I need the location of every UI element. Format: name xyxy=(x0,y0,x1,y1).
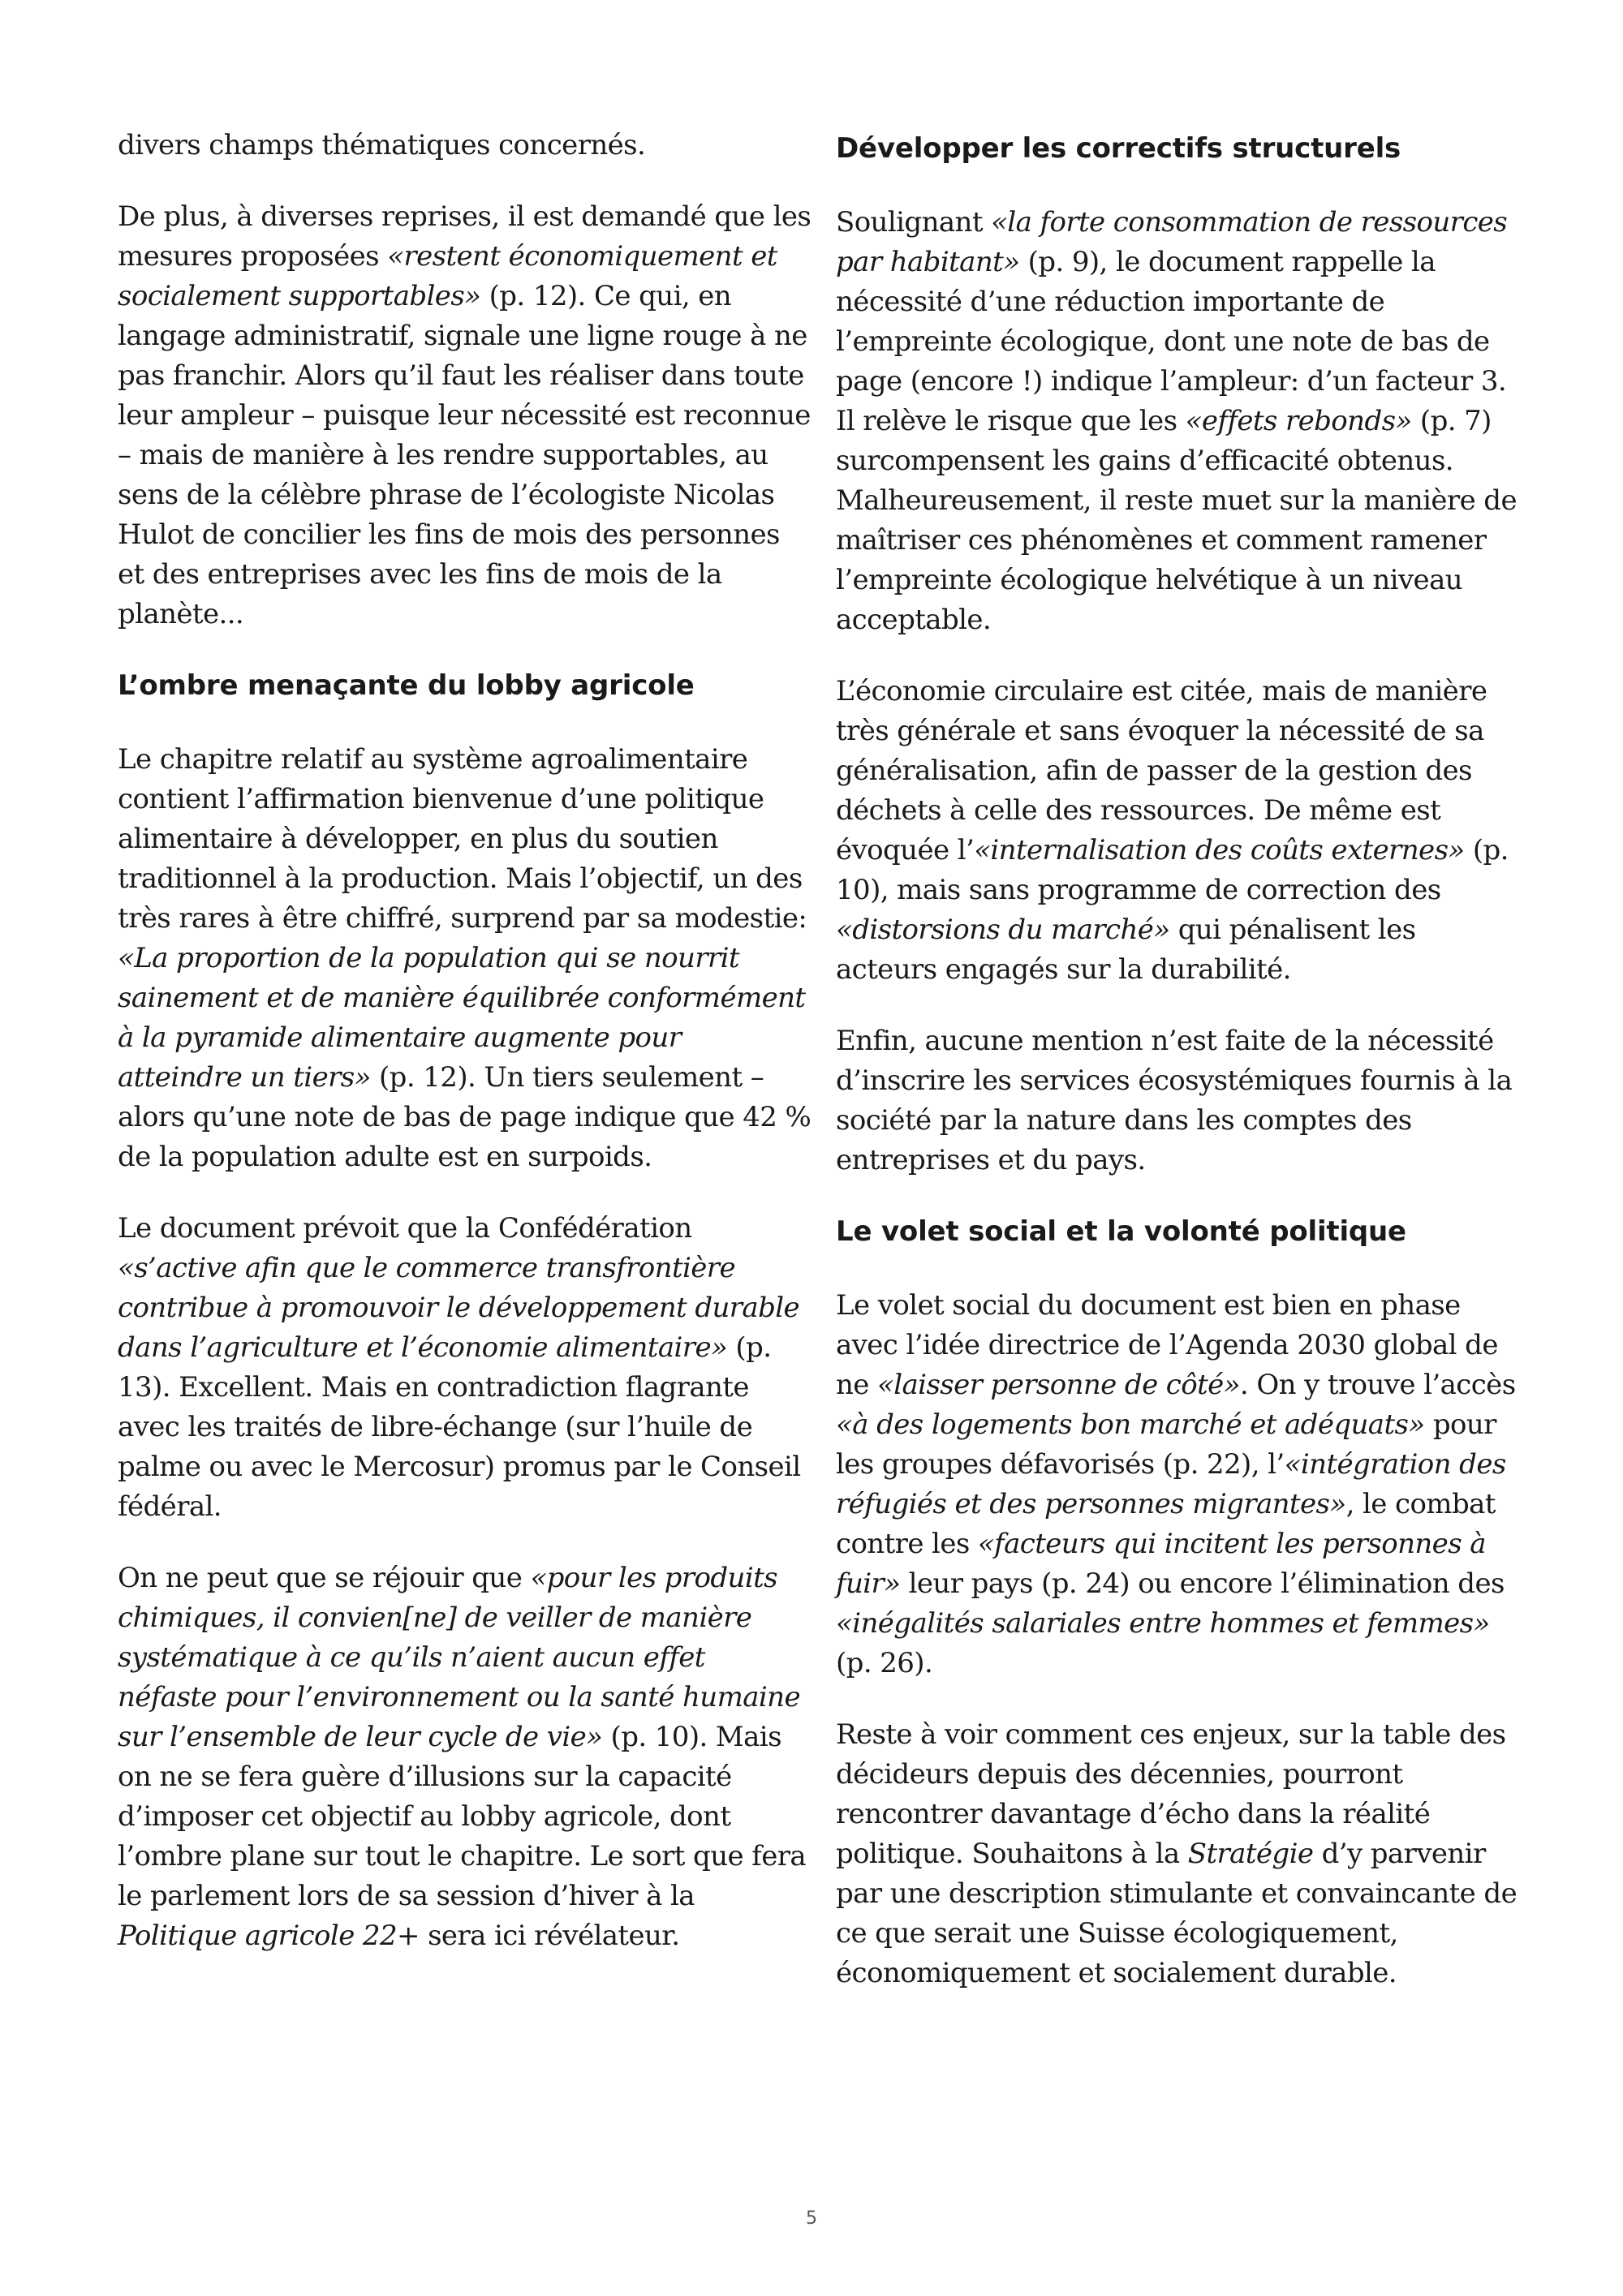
text-run: L’économie circulaire est citée, mais de manière très générale et sans évoquer la nécessité de sa généralisation, afin de passer de la gestion des déchets à celle des ressources. De même est évoquée l’ xyxy=(836,675,1487,866)
text-run: (p. 10). Mais on ne se fera guère d’illusions sur la capacité d’imposer cet objectif au lobby agricole, dont l’ombre plane sur tout le chapitre. Le sort que fera le parlement lors de sa session d’hiver à la xyxy=(118,1721,807,1912)
text-run: (p. 7) surcompensent les gains d’efficacité obtenus. Malheureusement, il reste muet sur la manière de maîtriser ces phénomènes et comment ramener l’empreinte écologique helvétique à un niveau acceptable. xyxy=(836,405,1517,636)
text-run: , le combat contre les xyxy=(836,1488,1496,1560)
quote-italic: «la forte consommation de ressources par habitant» xyxy=(836,206,1508,278)
paragraph-supportables xyxy=(118,197,812,634)
text-run: Le document prévoit que la Confédération xyxy=(118,1212,692,1245)
quote-italic: «effets rebonds» xyxy=(1185,405,1412,437)
text-run: . On y trouve l’accès xyxy=(1239,1369,1516,1401)
paragraph-continuation: divers champs thématiques concernés. xyxy=(118,129,646,161)
paragraph-agroalimentaire xyxy=(118,740,812,1177)
quote-italic: «facteurs qui incitent les personnes à fuir» xyxy=(836,1528,1486,1600)
quote-italic: «s’active afin que le commerce transfrontière contribue à promouvoir le développement durable dans l’agriculture et l’économie alimentaire» xyxy=(118,1252,800,1364)
left-column xyxy=(118,126,812,1988)
text-run: qui pénalisent les acteurs engagés sur la durabilité. xyxy=(836,914,1416,986)
text-run: Le volet social du document est bien en phase avec l’idée directrice de l’Agenda 2030 global de ne xyxy=(836,1289,1498,1401)
text-run: Le chapitre relatif au système agroalimentaire contient l’affirmation bienvenue d’une politique alimentaire à développer, en plus du soutien traditionnel à la production. Mais l’objectif, un des très rares à être chiffré, surprend par sa modestie: xyxy=(118,743,807,935)
text-run: sera ici révélateur. xyxy=(419,1920,680,1952)
quote-italic: «laisser personne de côté» xyxy=(877,1369,1240,1401)
paragraph-services-ecosystemiques: Enfin, aucune mention n’est faite de la nécessité d’inscrire les services écosystémiques fournis à la société par la nature dans les comptes des entreprises et du pays. xyxy=(836,1025,1513,1176)
quote-italic: «à des logements bon marché et adéquats» xyxy=(836,1408,1425,1441)
quote-italic: «internalisation des coûts externes» xyxy=(974,834,1465,866)
quote-italic: Stratégie xyxy=(1187,1838,1314,1870)
section-heading-correctifs: Développer les correctifs structurels xyxy=(836,132,1401,165)
paragraph-empreinte xyxy=(836,203,1518,640)
paragraph-volet-social xyxy=(836,1286,1518,1683)
paragraph-conclusion xyxy=(836,1715,1518,1993)
section-heading-volet-social: Le volet social et la volonté politique xyxy=(836,1215,1406,1248)
text-run: (p. 13). Excellent. Mais en contradiction flagrante avec les traités de libre-échange (sur l’huile de palme ou avec le Mercosur) promus par le Conseil fédéral. xyxy=(118,1331,801,1523)
text-run: d’y parvenir par une description stimulante et convaincante de ce que serait une Suisse écologiquement, économiquement et socialement durable. xyxy=(836,1838,1518,1989)
quote-italic: Politique agricole 22+ xyxy=(118,1920,420,1952)
text-run: Reste à voir comment ces enjeux, sur la table des décideurs depuis des décennies, pourront rencontrer davantage d’écho dans la réalité politique. Souhaitons à la xyxy=(836,1718,1506,1870)
quote-italic: «intégration des réfugiés et des personnes migrantes» xyxy=(836,1448,1506,1520)
text-run: Soulignant xyxy=(836,206,992,239)
text-run: leur pays (p. 24) ou encore l’élimination des xyxy=(900,1567,1505,1600)
text-run: (p. 12). Un tiers seulement – alors qu’une note de bas de page indique que 42 % de la population adulte est en surpoids. xyxy=(118,1061,812,1173)
section-heading-lobby-agricole: L’ombre menaçante du lobby agricole xyxy=(118,669,695,702)
text-run: pour les groupes défavorisés (p. 22), l’ xyxy=(836,1408,1496,1481)
text-run: (p. 26). xyxy=(836,1647,933,1679)
text-run: (p. 9), le document rappelle la nécessité d’une réduction importante de l’empreinte écologique, dont une note de bas de page (encore !) indique l’ampleur: d’un facteur 3. Il relève le risque que les xyxy=(836,246,1507,437)
text-run: On ne peut que se réjouir que xyxy=(118,1562,531,1594)
quote-italic: «inégalités salariales entre hommes et femmes» xyxy=(836,1607,1490,1640)
right-column xyxy=(836,126,1518,2025)
quote-italic: «restent économiquement et socialement supportables» xyxy=(118,240,777,312)
text-run: (p. 12). Ce qui, en langage administratif, signale une ligne rouge à ne pas franchir. Alors qu’il faut les réaliser dans toute leur ampleur – puisque leur nécessité est reconnue – mais de manière à les rendre supportables, au sens de la célèbre phrase de l’écologiste Nicolas Hulot de concilier les fins de mois des personnes et des entreprises avec les fins de mois de la planète... xyxy=(118,280,811,630)
text-run: (p. 10), mais sans programme de correction des xyxy=(836,834,1509,906)
paragraph-economie-circulaire xyxy=(836,672,1518,990)
quote-italic: «La proportion de la population qui se nourrit sainement et de manière équilibrée conformément à la pyramide alimentaire augmente pour atteindre un tiers» xyxy=(118,942,806,1094)
paragraph-confederation xyxy=(118,1209,812,1527)
quote-italic: «distorsions du marché» xyxy=(836,914,1170,946)
paragraph-produits-chimiques xyxy=(118,1559,812,1956)
quote-italic: «pour les produits chimiques, il convien[ne] de veiller de manière systématique à ce qu’ils n’aient aucun effet néfaste pour l’environnement ou la santé humaine sur l’ensemble de leur cycle de vie» xyxy=(118,1562,800,1753)
text-run: De plus, à diverses reprises, il est demandé que les mesures proposées xyxy=(118,200,812,273)
page-number: 5 xyxy=(806,2208,817,2229)
